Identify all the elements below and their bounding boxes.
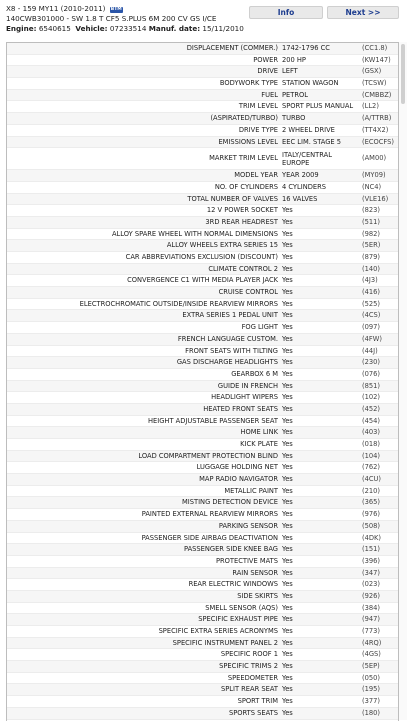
option-value: Yes [282,253,293,261]
table-row [7,486,398,498]
option-value: Yes [282,498,293,507]
table-row [7,182,398,194]
option-code: (ECOCFS) [362,137,395,146]
option-value: Yes [282,708,293,717]
option-code: (050) [362,673,380,682]
option-value: Yes [282,662,293,671]
table-row [7,462,398,474]
option-code: (879) [362,253,380,261]
option-value: Yes [282,615,293,624]
table-row [7,439,398,451]
table-row [7,638,398,650]
option-value: Yes [282,323,293,332]
option-label: SPECIFIC INSTRUMENT PANEL 2 [172,638,278,647]
option-value: Yes [282,697,293,706]
table-row [7,556,398,568]
manuf-date-label: Manuf. date: [148,24,201,33]
engine-label: Engine: [6,24,37,33]
option-value: Yes [282,346,293,355]
option-label: HEIGHT ADJUSTABLE PASSENGER SEAT [148,416,278,425]
option-code: (44J) [362,346,378,355]
option-code: (140) [362,264,380,273]
option-label: ALLOY SPARE WHEEL WITH NORMAL DIMENSIONS [111,229,278,238]
table-row [7,90,398,102]
option-code: (TCSW) [362,79,387,88]
option-code: (GSX) [362,67,382,76]
table-row [7,544,398,556]
table-row [7,533,398,545]
table-row [7,474,398,486]
option-code: (180) [362,708,380,717]
table-row [7,708,398,720]
option-code: (508) [362,521,380,530]
option-code: (851) [362,381,380,390]
option-value: Yes [282,358,293,367]
table-row [7,229,398,241]
model-info-icon[interactable]: BTM [110,7,122,12]
option-code: (VLE16) [362,194,389,203]
option-code: (A/TTRB) [362,114,392,123]
option-label: SPECIFIC EXTRA SERIES ACRONYMS [158,627,278,635]
option-code: (195) [362,685,380,694]
option-value: Yes [282,369,293,378]
option-code: (104) [362,451,380,460]
option-label: TOTAL NUMBER OF VALVES [187,194,278,203]
option-value: Yes [282,545,293,554]
table-row [7,310,398,322]
option-label: HEADLIGHT WIPERS [211,393,278,402]
option-code: (076) [362,369,380,378]
option-code: (023) [362,580,380,589]
option-value: Yes [282,521,293,530]
option-code: (TT4X2) [362,125,389,134]
option-code: (230) [362,358,380,367]
option-code: (CMBBZ) [362,90,392,99]
option-label: MARKET TRIM LEVEL [209,154,278,163]
option-code: (KW147) [362,55,391,64]
table-row [7,521,398,533]
option-label: FRONT SEATS WITH TILTING [185,346,278,355]
option-value: Yes [282,685,293,694]
option-label: LOAD COMPARTMENT PROTECTION BLIND [138,451,278,460]
option-value: 1742-1796 CC [282,44,330,52]
table-row [7,148,398,170]
option-label: 3RD REAR HEADREST [205,217,278,226]
table-row [7,287,398,299]
option-code: (210) [362,486,380,495]
option-label: PAINTED EXTERNAL REARVIEW MIRRORS [141,510,278,519]
option-value: Yes [282,580,293,589]
table-row [7,497,398,509]
option-code: (NC4) [362,182,382,191]
option-label: PASSENGER SIDE AIRBAG DEACTIVATION [141,533,278,542]
engine-value: 6540615 [38,24,71,33]
vehicle-label: Vehicle: [75,24,108,33]
option-label: SPORTS SEATS [228,708,278,717]
option-label: PASSENGER SIDE KNEE BAG [184,545,278,554]
option-value: YEAR 2009 [282,171,319,180]
table-row [7,137,398,149]
option-value: Yes [282,627,293,635]
table-row [7,427,398,439]
option-label: ELECTROCHROMATIC OUTSIDE/INSIDE REARVIEW MIRRORS [79,299,278,308]
table-row [7,55,398,67]
table-row [7,603,398,615]
option-code: (454) [362,416,380,425]
table-row [7,101,398,113]
option-value: Yes [282,311,293,320]
option-label: CLIMATE CONTROL 2 [208,264,278,273]
option-label: MISTING DETECTION DEVICE [182,498,278,507]
table-row [7,696,398,708]
next-button[interactable]: Next >> [327,6,399,19]
option-label: DRIVE [257,67,278,76]
option-value: Yes [282,381,293,390]
table-row [7,614,398,626]
option-value: Yes [282,393,293,402]
option-label: NO. OF CYLINDERS [214,182,278,191]
option-value: Yes [282,650,293,659]
option-code: (4CU) [362,475,382,484]
manuf-date-value: 15/11/2010 [202,24,244,33]
table-row [7,404,398,416]
option-code: (AM00) [362,154,387,163]
option-value: TURBO [282,114,306,123]
option-code: (4DK) [362,533,382,542]
option-code: (097) [362,323,380,332]
table-row [7,334,398,346]
option-label: EMISSIONS LEVEL [218,137,278,146]
option-label: SPECIFIC EXHAUST PIPE [198,615,278,624]
option-code: (MY09) [362,171,386,180]
table-row [7,205,398,217]
option-code: (102) [362,393,380,402]
option-value: PETROL [282,90,308,99]
scrollbar[interactable] [399,42,407,720]
option-label: GAS DISCHARGE HEADLIGHTS [176,358,278,367]
option-code: (4GS) [362,650,381,659]
option-value: Yes [282,334,293,343]
table-row [7,369,398,381]
option-label: DRIVE TYPE [238,125,278,134]
option-label: FOG LIGHT [241,323,278,332]
option-label: RAIN SENSOR [232,568,278,577]
table-row [7,252,398,264]
option-label: PARKING SENSOR [218,521,278,530]
option-label: BODYWORK TYPE [219,79,278,88]
option-label: EXTRA SERIES 1 PEDAL UNIT [182,311,278,320]
option-label: HEATED FRONT SEATS [203,404,278,413]
option-code: (LL2) [362,102,379,111]
option-value: Yes [282,276,293,285]
option-value: ITALY/CENTRAL EUROPE [282,150,332,167]
option-value: STATION WAGON [282,79,339,88]
option-label: ALLOY WHEELS EXTRA SERIES 15 [166,241,278,250]
option-label: FRENCH LANGUAGE CUSTOM. [177,334,278,343]
scrollbar-thumb[interactable] [401,44,405,104]
option-value: Yes [282,486,293,495]
info-button[interactable]: Info [249,6,323,19]
option-code: (4RQ) [362,638,382,647]
option-code: (4J3) [362,276,378,285]
option-value: Yes [282,299,293,308]
option-code: (976) [362,510,380,519]
option-value: Yes [282,591,293,600]
option-code: (823) [362,206,380,215]
table-row [7,416,398,428]
specification-table [6,42,399,721]
option-code: (5EP) [362,662,380,671]
option-label: DISPLACEMENT (COMMER.) [186,44,278,52]
option-code: (926) [362,591,380,600]
option-value: Yes [282,241,293,250]
option-value: Yes [282,264,293,273]
vehicle-value: 07233514 [109,24,147,33]
table-row [7,322,398,334]
option-code: (452) [362,404,380,413]
option-value: Yes [282,568,293,577]
option-value: LEFT [282,67,298,76]
table-row [7,125,398,137]
option-code: (151) [362,545,380,554]
option-value: Yes [282,217,293,226]
option-label: 12 V POWER SOCKET [206,206,278,215]
option-code: (365) [362,498,380,507]
option-label: SPECIFIC ROOF 1 [220,650,278,659]
option-label: POWER [253,55,278,64]
option-value: Yes [282,404,293,413]
option-code: (CC1.8) [362,44,388,52]
option-label: GUIDE IN FRENCH [217,381,278,390]
option-code: (511) [362,217,380,226]
option-value: Yes [282,451,293,460]
option-value: Yes [282,510,293,519]
option-label: CRUISE CONTROL [218,288,278,297]
option-code: (947) [362,615,380,624]
option-value: Yes [282,229,293,238]
option-code: (4CS) [362,311,381,320]
option-code: (377) [362,697,380,706]
option-value: Yes [282,673,293,682]
option-label: CAR ABBREVIATIONS EXCLUSION (DISCOUNT) [125,253,278,261]
table-row [7,43,398,55]
option-value: Yes [282,440,293,448]
table-row [7,194,398,206]
vehicle-header [0,0,407,40]
option-code: (4FW) [362,334,382,343]
option-label: SPLIT REAR SEAT [220,685,278,694]
table-row [7,264,398,276]
table-row [7,299,398,311]
option-code: (396) [362,556,380,565]
table-row [7,392,398,404]
table-row [7,240,398,252]
version-line: 140CWB301000 - SW 1.8 T CF5 S.PLUS 6M 200 CV GS I/CE [6,14,217,23]
option-code: (384) [362,603,380,612]
table-row [7,568,398,580]
option-value: Yes [282,463,293,472]
option-label: METALLIC PAINT [224,486,278,495]
option-label: SPORT TRIM [237,697,278,706]
option-value: EEC LIM. STAGE 5 [282,137,342,146]
table-row [7,66,398,78]
option-value: 2 WHEEL DRIVE [282,125,335,134]
option-label: GEARBOX 6 M [231,369,278,378]
table-row [7,684,398,696]
table-row [7,591,398,603]
option-label: CONVERGENCE C1 WITH MEDIA PLAYER JACK [127,276,278,285]
table-row [7,170,398,182]
option-label: SIDE SKIRTS [237,591,278,600]
option-code: (018) [362,440,380,448]
option-code: (773) [362,627,380,635]
model-title: X8 - 159 MY11 (2010-2011) [6,4,106,13]
option-label: KICK PLATE [240,440,278,448]
option-label: LUGGAGE HOLDING NET [196,463,278,472]
option-label: MAP RADIO NAVIGATOR [199,475,278,484]
option-label: SMELL SENSOR (AQS) [205,603,278,612]
option-code: (416) [362,288,380,297]
table-row [7,579,398,591]
table-row [7,673,398,685]
option-value: 16 VALVES [282,194,318,203]
option-label: SPEEDOMETER [227,673,278,682]
option-code: (403) [362,428,380,437]
option-label: (ASPIRATED/TURBO) [210,114,278,123]
table-row [7,509,398,521]
table-row [7,626,398,638]
table-row [7,78,398,90]
table-row [7,113,398,125]
table-row [7,275,398,287]
option-value: Yes [282,603,293,612]
option-code: (982) [362,229,380,238]
option-label: REAR ELECTRIC WINDOWS [188,580,278,589]
option-label: FUEL [261,90,278,99]
option-value: Yes [282,206,293,215]
option-value: Yes [282,416,293,425]
table-row [7,357,398,369]
option-value: Yes [282,638,293,647]
option-label: SPECIFIC TRIMS 2 [219,662,278,671]
option-value: Yes [282,288,293,297]
option-code: (525) [362,299,380,308]
option-code: (5ER) [362,241,381,250]
option-label: HOME LINK [240,428,278,437]
option-value: Yes [282,533,293,542]
table-row [7,217,398,229]
option-value: SPORT PLUS MANUAL [282,102,354,111]
header-buttons [249,6,399,19]
option-code: (347) [362,568,380,577]
table-row [7,346,398,358]
option-value: Yes [282,428,293,437]
table-row [7,649,398,661]
table-row [7,381,398,393]
option-label: TRIM LEVEL [238,102,278,111]
identification-line [6,24,403,34]
option-value: 200 HP [282,55,306,64]
option-label: PROTECTIVE MATS [215,556,278,565]
table-row [7,661,398,673]
option-value: Yes [282,556,293,565]
option-code: (762) [362,463,380,472]
table-row [7,451,398,463]
option-value: Yes [282,475,293,484]
option-label: MODEL YEAR [234,171,278,180]
option-value: 4 CYLINDERS [282,182,326,191]
